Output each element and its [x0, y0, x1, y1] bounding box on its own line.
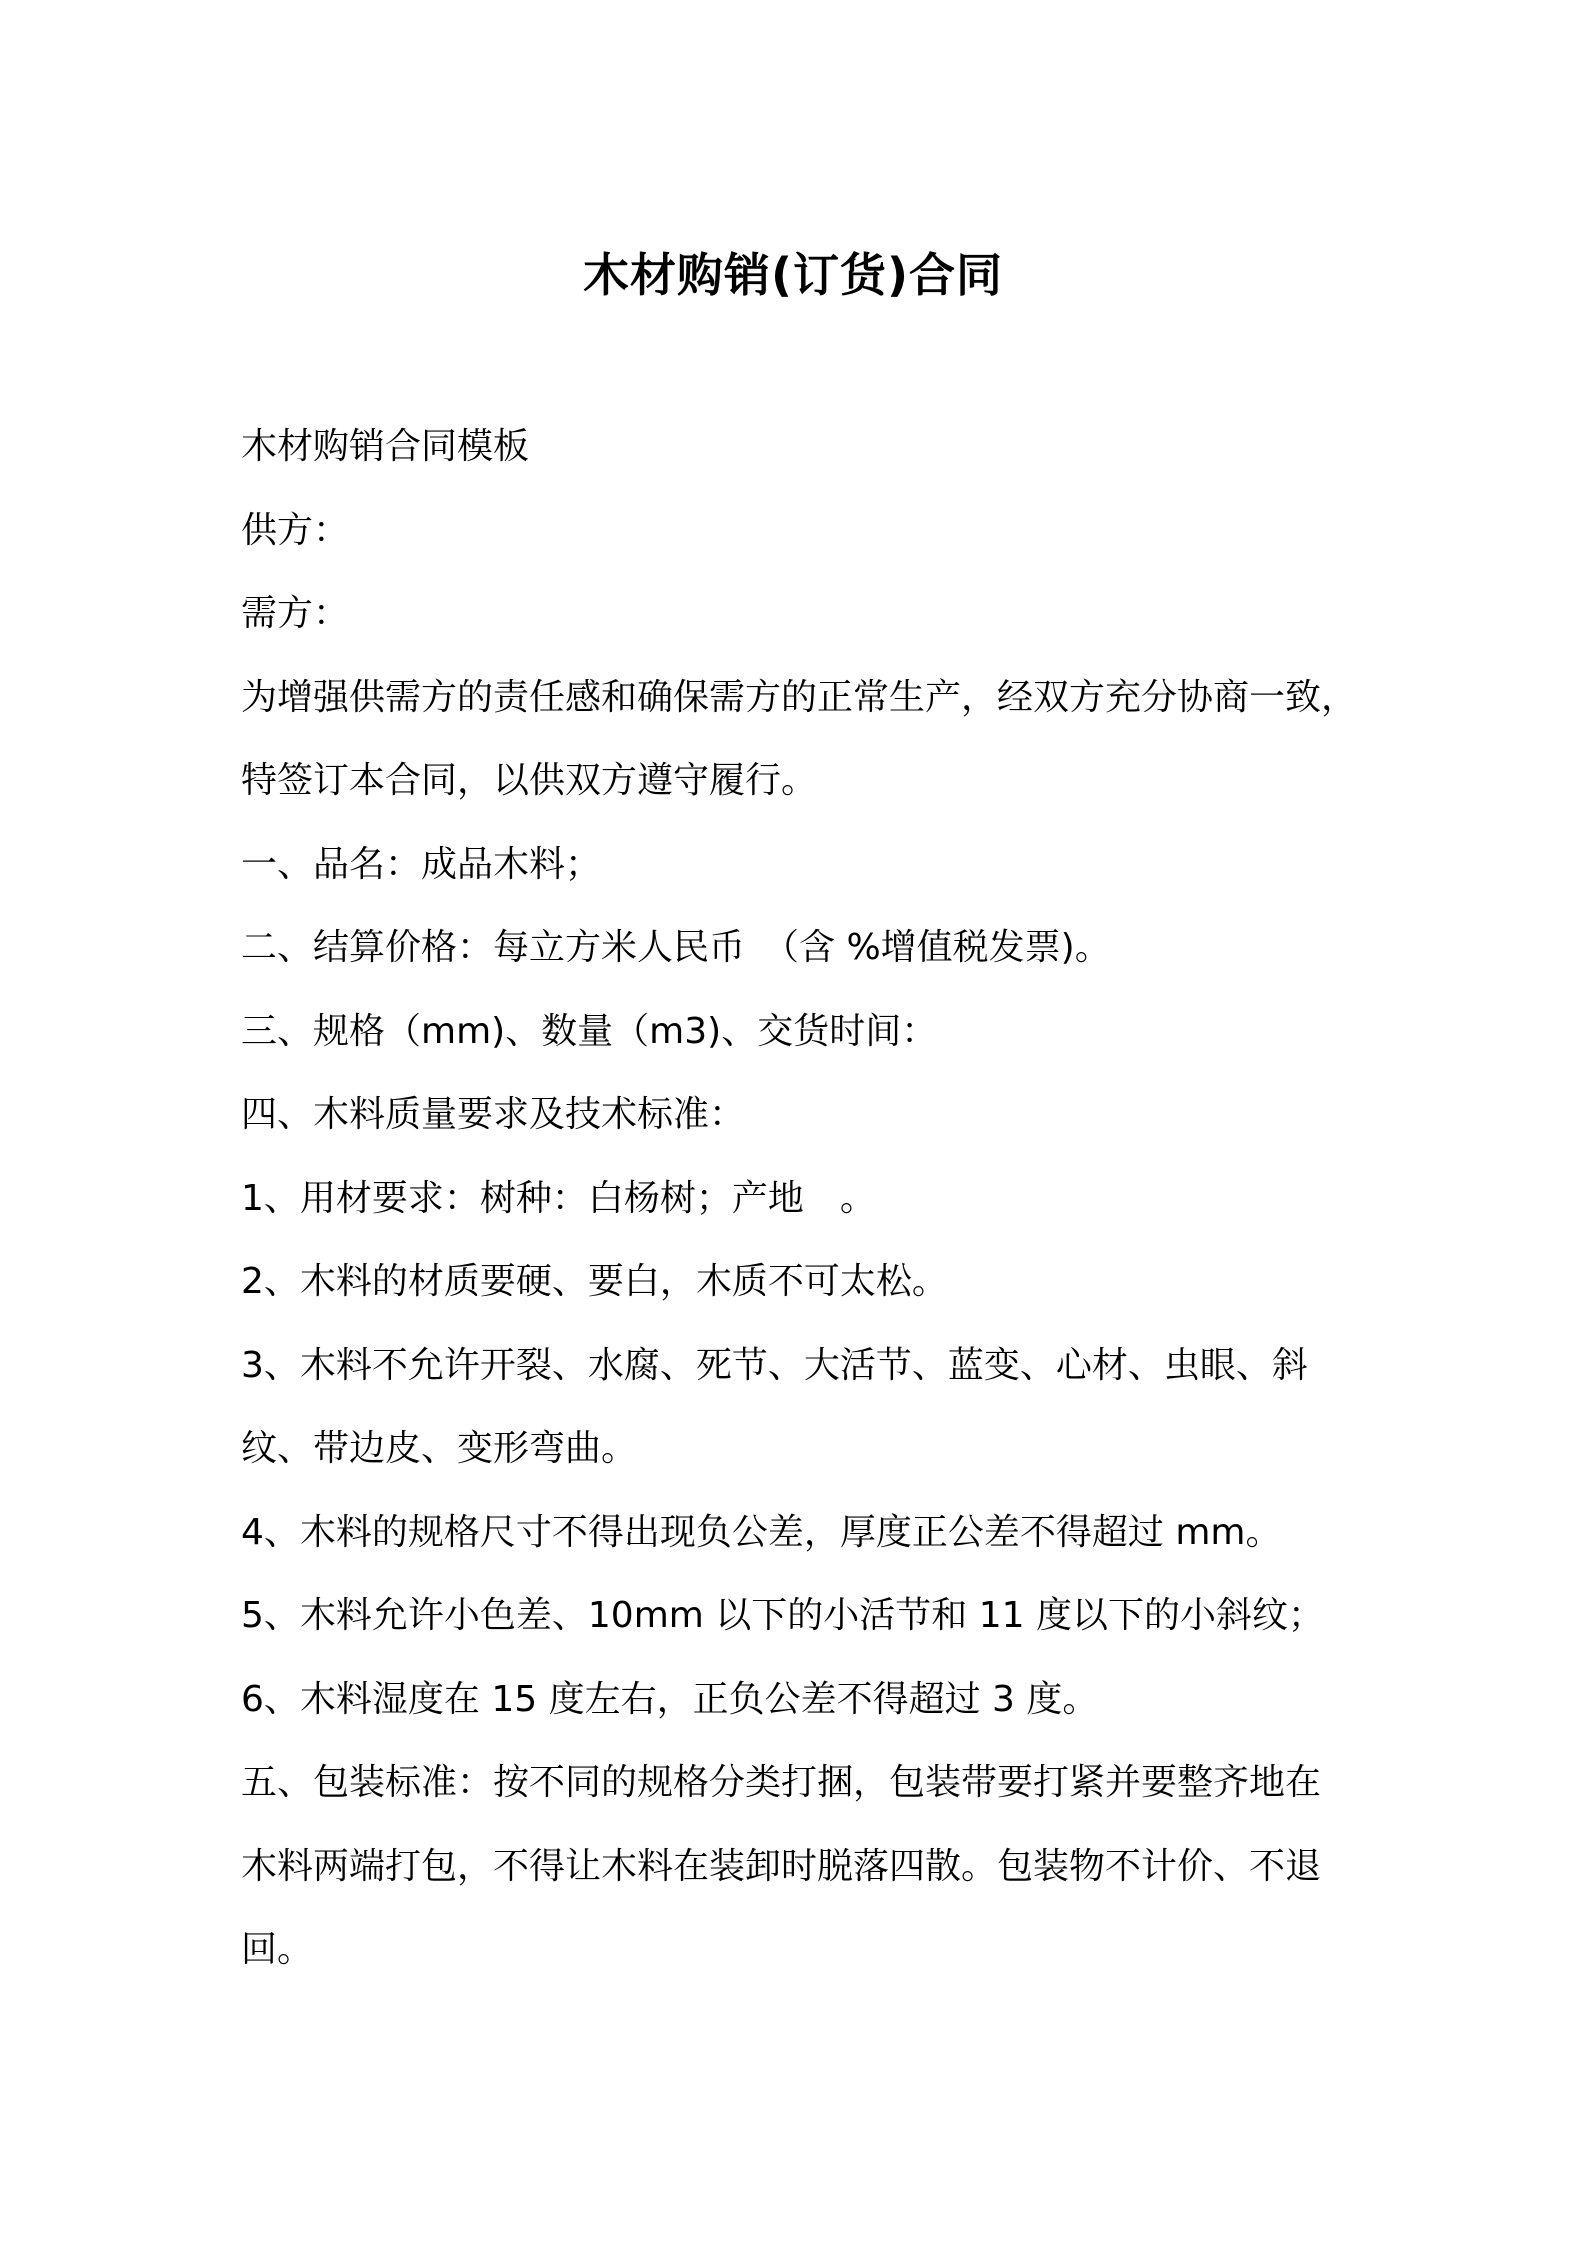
clause-product-name: 一、品名：成品木料； — [241, 843, 602, 885]
document-body — [241, 405, 1366, 1992]
quality-item-3-cont: 纹、带边皮、变形弯曲。 — [241, 1428, 638, 1469]
quality-item-3: 3、木料不允许开裂、水腐、死节、大活节、蓝变、心材、虫眼、斜 — [241, 1344, 1308, 1386]
clause-spec: 三、规格（mm)、数量（m3)、交货时间： — [241, 1010, 938, 1052]
preamble-line-2: 特签订本合同，以供双方遵守履行。 — [241, 760, 818, 801]
buyer-line: 需方： — [241, 593, 350, 634]
quality-item-5: 5、木料允许小色差、10mm 以下的小活节和 11 度以下的小斜纹； — [241, 1595, 1324, 1636]
clause-quality: 四、木料质量要求及技术标准： — [241, 1094, 746, 1135]
clause-packaging-cont-2: 回。 — [241, 1929, 314, 1970]
clause-packaging-cont-1: 木料两端打包，不得让木料在装卸时脱落四散。包装物不计价、不退 — [241, 1845, 1322, 1887]
clause-packaging: 五、包装标准：按不同的规格分类打捆，包装带要打紧并要整齐地在 — [241, 1762, 1322, 1803]
document-title: 木材购销(订货)合同 — [582, 247, 1004, 302]
quality-item-1: 1、用材要求：树种：白杨树；产地 。 — [241, 1177, 876, 1219]
quality-item-6: 6、木料湿度在 15 度左右，正负公差不得超过 3 度。 — [241, 1678, 1099, 1720]
quality-item-2: 2、木料的材质要硬、要白，木质不可太松。 — [241, 1261, 948, 1302]
subtitle-line: 木材购销合同模板 — [241, 426, 530, 467]
preamble-line-1: 为增强供需方的责任感和确保需方的正常生产，经双方充分协商一致， — [241, 676, 1358, 718]
clause-price: 二、结算价格：每立方米人民币 （含 %增值税发票)。 — [241, 927, 1111, 968]
supplier-line: 供方： — [241, 509, 350, 551]
quality-item-4: 4、木料的规格尺寸不得出现负公差，厚度正公差不得超过 mm。 — [241, 1511, 1282, 1553]
